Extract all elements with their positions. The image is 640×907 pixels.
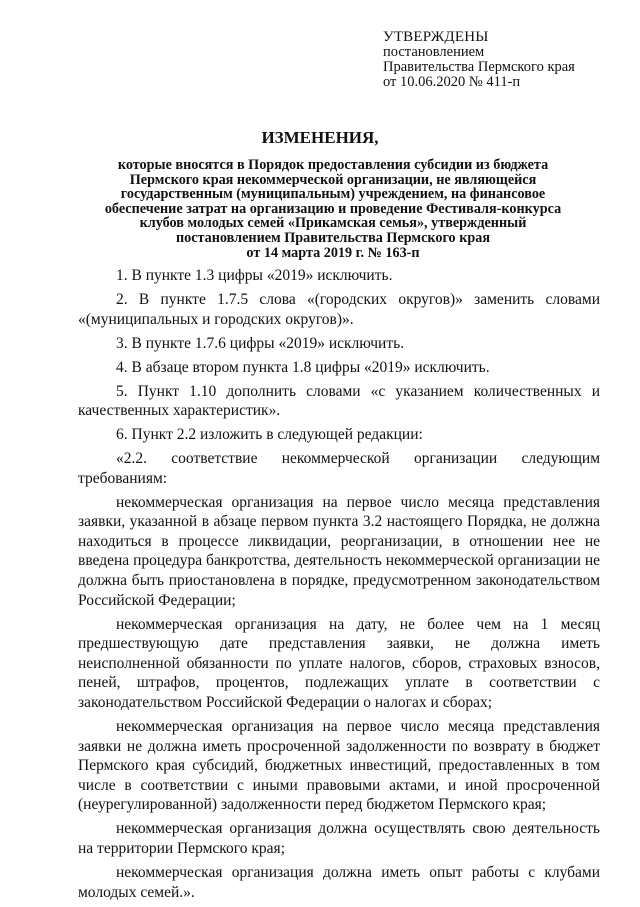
subtitle-line: которые вносятся в Порядок предоставления субсидии из бюджета — [117, 157, 549, 173]
amendment-item: 3. В пункте 1.7.6 цифры «2019» исключить. — [116, 334, 405, 352]
amendment-item: 4. В абзаце втором пункта 1.8 цифры «2019» исключить. — [116, 358, 490, 376]
amendment-item: 2. В пункте 1.7.5 слова «(городских округов)» заменить словами «(муниципальных и городских округов)». — [78, 290, 600, 328]
subtitle-line: постановлением Правительства Пермского края — [175, 229, 491, 246]
amendment-item: 5. Пункт 1.10 дополнить словами «с указанием количественных и качественных характеристик». — [78, 382, 600, 420]
document-body — [78, 266, 600, 907]
requirement-paragraph: некоммерческая организация на первое число месяца представления заявки, указанной в абзаце первом пункта 3.2 настоящего Порядка, не должна находиться в процессе ликвидации, реорганизации, в отношении нее не введена процедура банкротства, деятельность некоммерческой организации не должна быть приостановлена в порядке, предусмотренном законодательством Российской Федерации; — [78, 493, 600, 609]
subtitle-line: клубов молодых семей «Прикамская семья», утвержденный — [139, 215, 527, 232]
approval-stamp — [383, 30, 633, 90]
requirement-paragraph: некоммерческая организация должна осуществлять свою деятельность на территории Пермского края; — [78, 820, 600, 857]
document-title: ИЗМЕНЕНИЯ, — [261, 128, 379, 147]
subtitle-line: от 14 марта 2019 г. № 163-п — [246, 244, 420, 261]
approval-line: постановлением — [383, 44, 485, 60]
subtitle-line: Пермского края некоммерческой организации, не являющейся — [129, 171, 537, 188]
subtitle-line: обеспечение затрат на организацию и проведение Фестиваля-конкурса — [104, 200, 562, 217]
subtitle-line: государственным (муниципальным) учреждением, на финансовое — [120, 186, 546, 203]
approval-line: от 10.06.2020 № 411-п — [383, 74, 521, 90]
requirement-paragraph: некоммерческая организация на дату, не более чем на 1 месяц предшествующую дате представления заявки, не должна иметь неисполненной обязанности по уплате налогов, сборов, страховых взносов, пеней, штрафов, процентов, подлежащих уплате в соответствии с законодательством Российской Федерации о налогах и сборах; — [78, 615, 600, 711]
requirement-paragraph: некоммерческая организация должна иметь опыт работы с клубами молодых семей.». — [78, 863, 600, 901]
amendment-item: 1. В пункте 1.3 цифры «2019» исключить. — [116, 267, 393, 284]
approval-line: Правительства Пермского края — [383, 59, 575, 75]
requirement-paragraph: некоммерческая организация на первое число месяца представления заявки не должна иметь просроченной задолженности по возврату в бюджет Пермского края субсидий, бюджетных инвестиций, предоставленных в том числе в соответствии с иными правовыми актами, и иной просроченной (неурегулированной) задолженности перед бюджетом Пермского края; — [78, 717, 600, 814]
requirement-paragraph: «2.2. соответствие некоммерческой организации следующим требованиям: — [78, 450, 600, 487]
document-subtitle — [70, 158, 596, 260]
approval-title: УТВЕРЖДЕНЫ — [383, 29, 489, 45]
amendment-item: 6. Пункт 2.2 изложить в следующей редакции: — [116, 426, 423, 444]
